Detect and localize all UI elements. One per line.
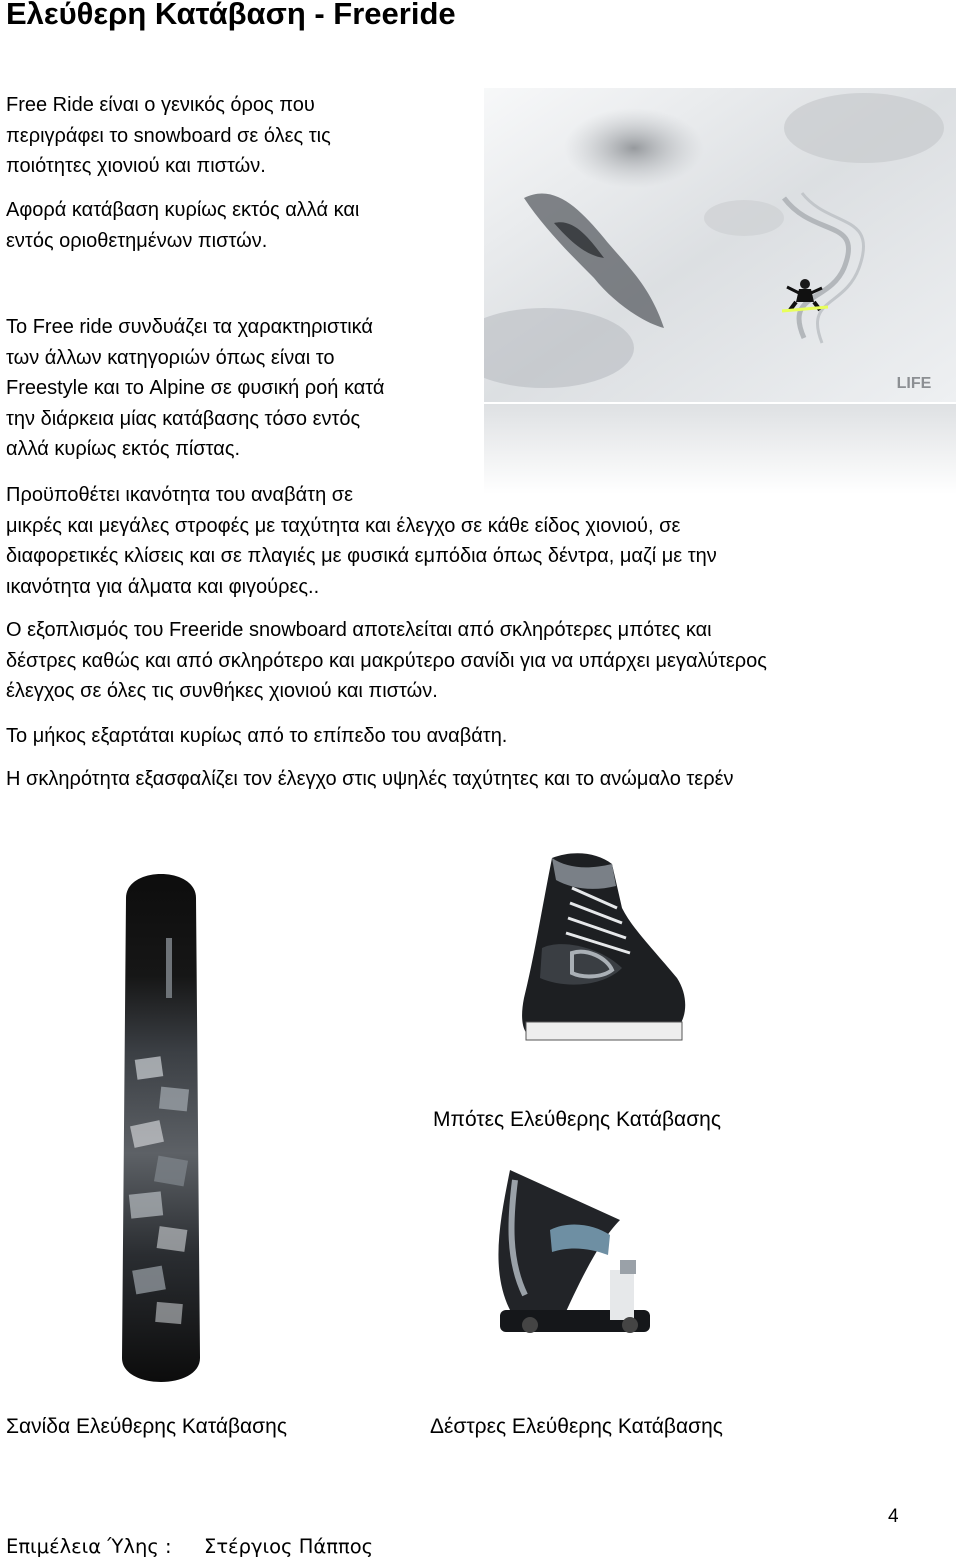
intro-paragraph-2 (6, 195, 359, 256)
intro-paragraph-1 (6, 90, 331, 182)
bindings-caption: Δέστρες Ελεύθερης Κατάβασης (430, 1415, 723, 1438)
photo-watermark: LIFE (896, 375, 932, 392)
bindings-illustration (470, 1160, 670, 1350)
text-line: έλεγχος σε όλες τις συνθήκες χιονιού και πιστών. (6, 680, 438, 702)
page-number: 4 (888, 1506, 899, 1527)
text-line: περιγράφει το snowboard σε όλες τις (6, 124, 331, 147)
boot-illustration (512, 848, 692, 1048)
footer-author: Στέργιος Πάππος (204, 1535, 374, 1558)
text-line: εντός οριοθετημένων πιστών. (6, 229, 268, 252)
text-line: την διάρκεια μίας κατάβασης τόσο εντός (6, 407, 361, 430)
snowboard-image (106, 858, 216, 1398)
text-line: ποιότητες χιονιού και πιστών. (6, 155, 266, 177)
snowboard-illustration (106, 858, 216, 1398)
text-line: Free Ride είναι ο γενικός όρος που (6, 94, 315, 116)
text-line: Το Free ride συνδυάζει τα χαρακτηριστικά (6, 316, 373, 338)
body-paragraph-stiffness: Η σκληρότητα εξασφαλίζει τον έλεγχο στις υψηλές ταχύτητες και το ανώμαλο τερέν (6, 768, 734, 790)
boot-image (512, 848, 692, 1048)
body-paragraph-equipment (6, 615, 767, 707)
freeride-snow-photo (484, 88, 956, 402)
snow-slope-illustration (484, 88, 956, 402)
text-line: διαφορετικές κλίσεις και σε πλαγιές με φυσικά εμπόδια όπως δέντρα, μαζί με την (6, 545, 717, 567)
bindings-image (470, 1160, 670, 1350)
text-line: των άλλων κατηγοριών όπως είναι το (6, 346, 335, 369)
text-line: μικρές και μεγάλες στροφές με ταχύτητα και έλεγχο σε κάθε είδος χιονιού, σε (6, 514, 681, 537)
page-title: Ελεύθερη Κατάβαση - Freeride (6, 0, 456, 31)
board-caption: Σανίδα Ελεύθερης Κατάβασης (6, 1415, 287, 1438)
intro-paragraph-3 (6, 312, 384, 465)
text-line: Ο εξοπλισμός του Freeride snowboard αποτελείται από σκληρότερες μπότες και (6, 619, 712, 641)
text-line: Freestyle και το Alpine σε φυσική ροή κατά (6, 377, 385, 399)
body-paragraph-requirements (6, 480, 717, 602)
body-paragraph-length: Το μήκος εξαρτάται κυρίως από το επίπεδο του αναβάτη. (6, 725, 508, 747)
text-line: αλλά κυρίως εκτός πίστας. (6, 438, 241, 460)
footer-label: Επιμέλεια Ύλης : (6, 1535, 172, 1558)
text-line: δέστρες καθώς και από σκληρότερο και μακρύτερο σανίδι για να υπάρχει μεγαλύτερος (6, 649, 767, 672)
text-line: Προϋποθέτει ικανότητα του αναβάτη σε (6, 484, 354, 506)
boots-caption: Μπότες Ελεύθερης Κατάβασης (433, 1108, 721, 1131)
text-line: Αφορά κατάβαση κυρίως εκτός αλλά και (6, 199, 360, 221)
text-line: ικανότητα για άλματα και φιγούρες.. (6, 575, 320, 598)
